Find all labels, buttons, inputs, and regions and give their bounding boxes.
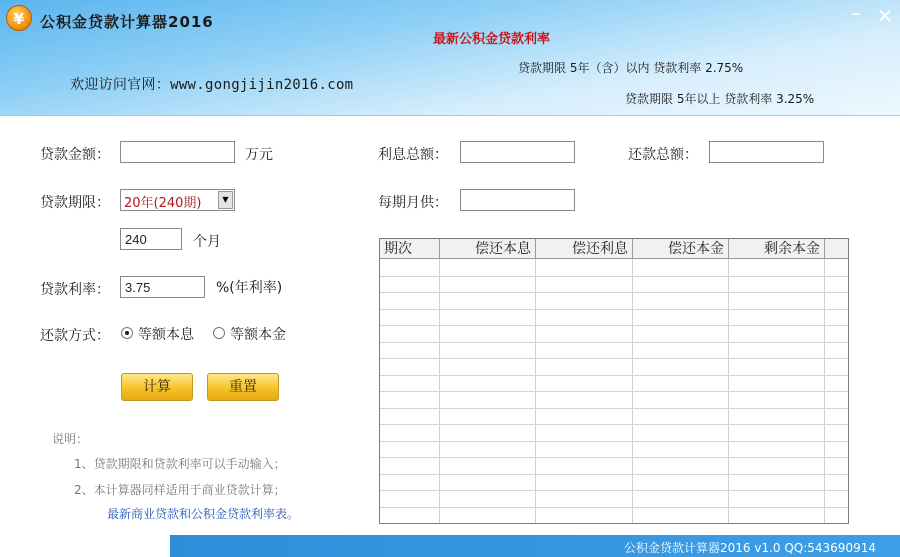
table-row-line [380,408,849,409]
table-row-line [380,342,849,343]
col-header-principal[interactable]: 偿还本金 [633,239,729,259]
welcome-text: 欢迎访问官网：www.gongjijin2016.com [70,77,354,93]
rate-input[interactable] [120,276,205,298]
table-row-line [380,375,849,376]
rate-unit: %(年利率) [216,280,283,296]
table-row-line [380,325,849,326]
minimize-icon[interactable]: – [851,1,861,25]
status-bar [170,535,900,557]
table-row-line [380,457,849,458]
table-row-line [380,292,849,293]
table-row-line [380,490,849,491]
col-header-period[interactable]: 期次 [380,239,440,259]
note-line-2: 2、本计算器同样适用于商业贷款计算； [74,483,286,497]
amount-unit: 万元 [245,147,273,163]
table-row-line [380,474,849,475]
term-months-input[interactable] [120,228,182,250]
status-text: 公积金贷款计算器2016 v1.0 QQ:543690914 [623,541,876,555]
rate-line-long-term: 贷款期限 5年以上 贷款利率 3.25% [625,92,815,106]
term-label: 贷款期限： [40,195,110,211]
rate-label: 贷款利率： [40,282,110,298]
method-radio-equal-principal[interactable] [213,327,225,339]
table-row-line [380,441,849,442]
window-title: 公积金贷款计算器2016 [40,13,214,31]
table-row-line [380,391,849,392]
monthly-payment-label: 每期月供： [378,195,448,211]
rate-table-link[interactable]: 最新商业贷款和公积金贷款利率表。 [107,507,300,521]
table-row-line [380,424,849,425]
repayment-schedule-table[interactable] [379,238,849,524]
header-banner [0,0,900,116]
table-row-line [380,358,849,359]
reset-button[interactable]: 重置 [207,373,279,401]
close-icon[interactable]: ✕ [876,4,894,28]
calculate-button[interactable]: 计算 [121,373,193,401]
notes-title: 说明： [52,432,89,446]
table-header [380,239,849,259]
col-header-interest[interactable]: 偿还利息 [536,239,633,259]
repay-total-field [709,141,824,163]
table-row-line [380,523,849,524]
term-select[interactable] [120,189,235,211]
table-row-line [380,309,849,310]
col-header-remaining[interactable]: 剩余本金 [729,239,825,259]
col-header-payment[interactable]: 偿还本息 [440,239,536,259]
method-label: 还款方式： [40,328,110,344]
interest-total-label: 利息总额： [378,147,448,163]
method-option-equal-installment[interactable]: 等额本息 [138,327,194,343]
term-select-value: 20年(240期) [124,196,202,211]
term-months-unit: 个月 [193,234,221,250]
method-option-equal-principal[interactable]: 等额本金 [230,327,286,343]
monthly-payment-field [460,189,575,211]
interest-total-field [460,141,575,163]
dropdown-arrow-icon[interactable]: ▼ [218,191,233,209]
amount-label: 贷款金额： [40,147,110,163]
amount-input[interactable] [120,141,235,163]
note-line-1: 1、贷款期限和贷款利率可以手动输入； [74,457,286,471]
rate-title: 最新公积金贷款利率 [433,32,551,47]
table-row-line [380,507,849,508]
method-radio-equal-installment[interactable] [121,327,133,339]
table-row-line [380,276,849,277]
repay-total-label: 还款总额： [628,147,698,163]
app-yuan-icon: ¥ [6,5,32,31]
rate-line-short-term: 贷款期限 5年（含）以内 贷款利率 2.75% [518,61,744,75]
